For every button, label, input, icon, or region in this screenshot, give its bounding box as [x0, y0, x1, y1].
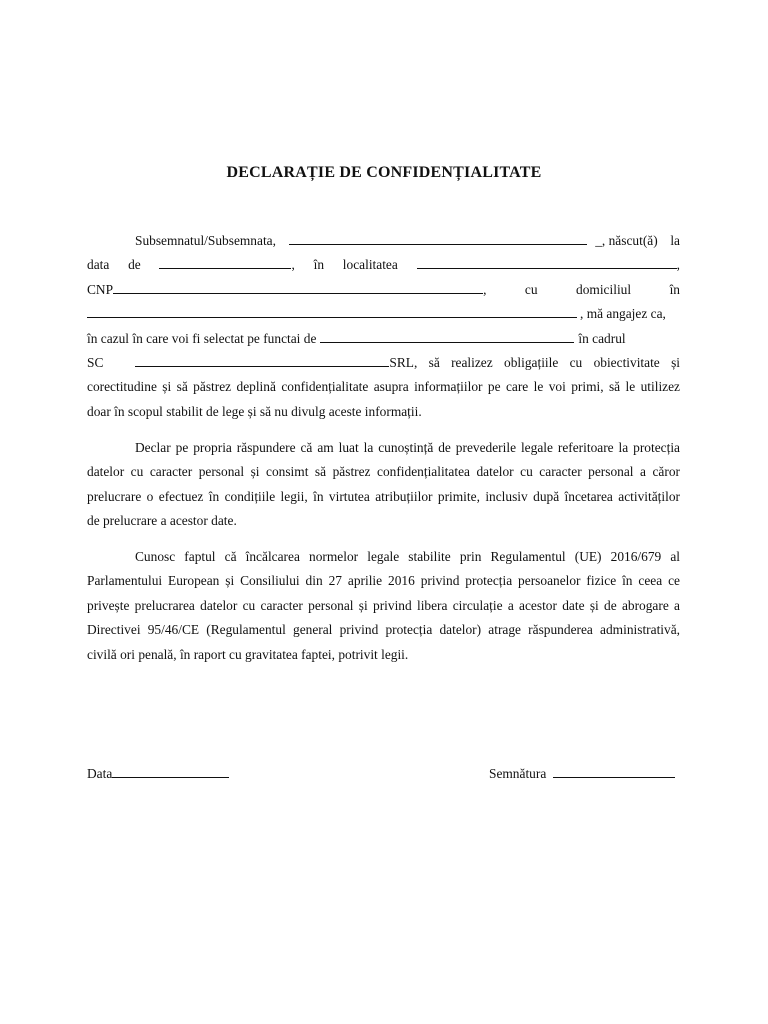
company-field[interactable] — [135, 354, 389, 367]
locality-group — [417, 253, 680, 277]
line-company — [87, 351, 680, 375]
birth-date-field[interactable] — [159, 256, 291, 269]
text-line: Directivei 95/46/CE (Regulamentul general privind protecția datelor) atrage răspunderea administrativă, — [87, 622, 680, 638]
text-line: civilă ori penală, în raport cu gravitatea faptei, potrivit legii. — [87, 646, 409, 662]
line-domicile — [87, 302, 680, 326]
comma: , — [291, 257, 295, 273]
document-title: DECLARAȚIE DE CONFIDENȚIALITATE — [226, 164, 542, 181]
function-label: în cazul în care voi fi selectat pe functai de — [87, 330, 317, 346]
text-line: Parlamentului European și Consiliului din 27 aprilie 2016 privind protecția persoanelor fizice în ceea ce — [87, 573, 680, 589]
function-field[interactable] — [320, 330, 574, 343]
date-signature-block — [87, 765, 229, 782]
company-text: SRL, să realizez obligațiile cu obiectivitate și — [389, 355, 680, 371]
comma: , — [676, 257, 680, 273]
comma: , — [483, 281, 487, 297]
text-line: doar în scopul stabilit de lege și să nu divulg aceste informații. — [87, 403, 422, 419]
locality-label: localitatea — [342, 257, 398, 273]
birth-date-group — [159, 253, 294, 277]
text-line: de prelucrare a acestor date. — [87, 513, 237, 529]
data-protection-paragraph — [87, 436, 680, 534]
date-field[interactable] — [112, 765, 229, 778]
text-line: Declar pe propria răspundere că am luat la cunoștință de prevederile legale referitoare la protecția — [135, 440, 680, 455]
cnp-group — [87, 278, 486, 302]
domicile-field[interactable] — [87, 305, 577, 318]
text-line: datelor cu caracter personal și consimt să păstrez confidențialitatea datelor cu caracter personal a căror — [87, 464, 680, 480]
within-label: în cadrul — [578, 330, 626, 346]
signature-label: Semnătura — [489, 766, 547, 781]
de-word: de — [128, 257, 141, 273]
cnp-label: CNP — [87, 281, 114, 297]
date-word: data — [87, 257, 110, 273]
line-name — [87, 229, 680, 253]
line-function — [87, 327, 680, 351]
locality-field[interactable] — [417, 256, 677, 269]
name-label: Subsemnatul/Subsemnata, — [135, 233, 276, 248]
gdpr-paragraph — [87, 545, 680, 667]
text-line: privește prelucrarea datelor cu caracter personal și privind libera circulație a acestor date și de abrogare a — [87, 597, 680, 613]
commit-text: , mă angajez ca, — [580, 306, 666, 322]
declaration-paragraph — [87, 229, 680, 424]
text-line: corectitudine și să păstrez deplină confidențialitate asupra informațiilor pe care le voi primi, să le utilizez — [87, 379, 680, 395]
birth-label: _, născut(ă) — [595, 233, 658, 248]
date-label: Data — [87, 766, 113, 781]
line-birth — [87, 253, 680, 277]
in-word: în — [313, 257, 325, 273]
text-line: Cunosc faptul că încălcarea normelor legale stabilite prin Regulamentul (UE) 2016/679 al — [135, 549, 680, 564]
cu-word: cu — [524, 281, 538, 297]
name-field[interactable] — [289, 232, 587, 245]
cnp-field[interactable] — [113, 281, 483, 294]
signature-field[interactable] — [553, 765, 675, 778]
domicile-label: domiciliul — [576, 281, 632, 297]
signature-block — [489, 765, 675, 782]
birth-la: la — [670, 233, 680, 248]
line-cnp — [87, 278, 680, 302]
in-word: în — [669, 281, 680, 297]
sc-label: SC — [87, 355, 104, 371]
text-line: prelucrare o efectuez în condițiile legii, în virtutea atribuțiilor primite, inclusiv după încetarea activităților — [87, 488, 680, 504]
